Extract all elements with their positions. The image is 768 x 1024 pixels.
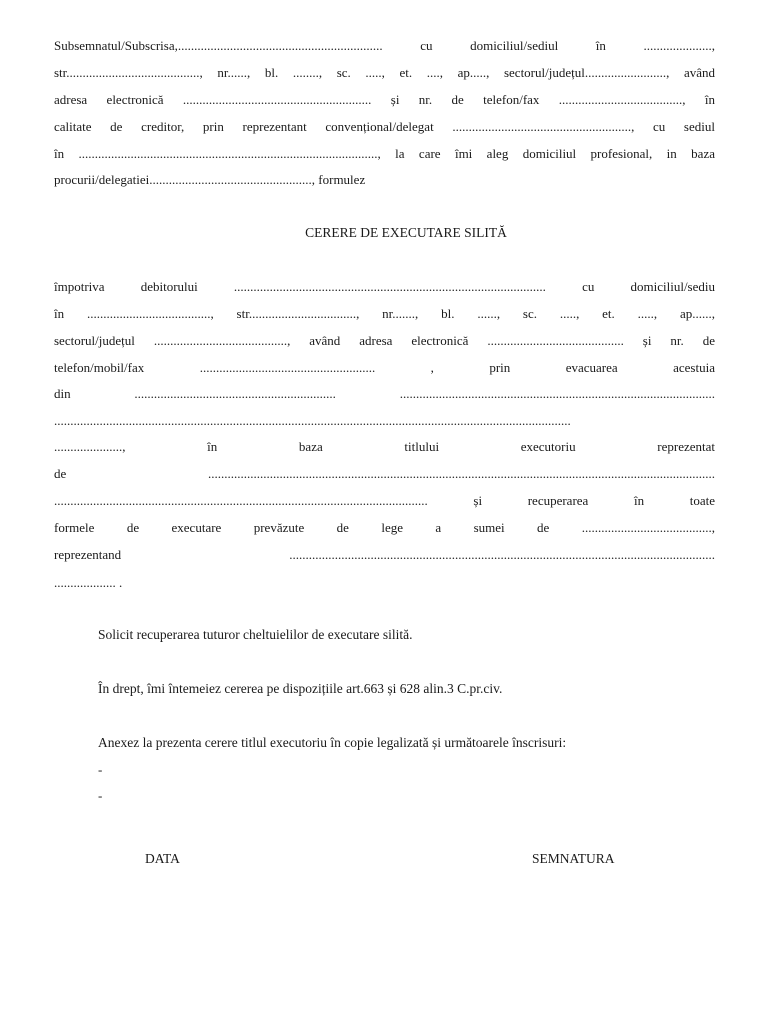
debtor-line-3: sectorul/județul ........................................., având adresa electronică .......................................... și nr. de bbox=[54, 333, 715, 348]
document-title: CERERE DE EXECUTARE SILITĂ bbox=[305, 225, 507, 240]
annex-item: - bbox=[98, 788, 103, 803]
debtor-line-9: ................................................................................................................... și recuperarea în toate bbox=[54, 493, 715, 508]
signature-label: SEMNATURA bbox=[532, 851, 615, 866]
debtor-line-6: ............................................................................................................................................................... bbox=[54, 413, 571, 428]
debtor-line-4: telefon/mobil/fax ...................................................... , prin evacuarea acestuia bbox=[54, 360, 715, 375]
debtor-line-12: ................... . bbox=[54, 575, 123, 590]
intro-line-2: str........................................., nr......, bl. ........, sc. ....., et. ...., ap....., sectorul/județul........................., având bbox=[54, 65, 715, 80]
debtor-line-5: din .............................................................. ................................................................................................. bbox=[54, 386, 715, 401]
intro-line-3: adresa electronică .......................................................... și nr. de telefon/fax ......................................, în bbox=[54, 92, 715, 107]
annex-item: - bbox=[98, 762, 103, 777]
debtor-line-7: ....................., în baza titlului executoriu reprezentat bbox=[54, 439, 715, 454]
debtor-line-10: formele de executare prevăzute de lege a sumei de ........................................, bbox=[54, 520, 715, 535]
debtor-line-8: de ............................................................................................................................................................ bbox=[54, 466, 715, 481]
annex-paragraph: Anexez la prezenta cerere titlul executoriu în copie legalizată și următoarele înscrisuri: bbox=[98, 735, 567, 750]
intro-line-4: calitate de creditor, prin reprezentant convențional/delegat ......................................................., cu sediul bbox=[54, 119, 715, 134]
intro-line-1: Subsemnatul/Subscrisa,............................................................... cu domiciliul/sediul în ....................., bbox=[54, 38, 715, 53]
date-label: DATA bbox=[145, 851, 180, 866]
legal-basis-paragraph: În drept, îmi întemeiez cererea pe dispozițiile art.663 și 628 alin.3 C.pr.civ. bbox=[98, 681, 503, 696]
debtor-line-1: împotriva debitorului ................................................................................................ cu domiciliul/sediu bbox=[54, 279, 715, 294]
debtor-line-11: reprezentand ................................................................................................................................... bbox=[54, 547, 715, 562]
intro-line-5: în ............................................................................................, la care îmi aleg domiciliul profesional, in baza bbox=[54, 146, 715, 161]
debtor-line-2: în ......................................, str................................., nr......., bl. ......, sc. ....., et. ....., ap......, bbox=[54, 306, 715, 321]
intro-line-6: procurii/delegatiei.................................................., formulez bbox=[54, 172, 366, 187]
costs-paragraph: Solicit recuperarea tuturor cheltuielilor de executare silită. bbox=[98, 627, 413, 642]
